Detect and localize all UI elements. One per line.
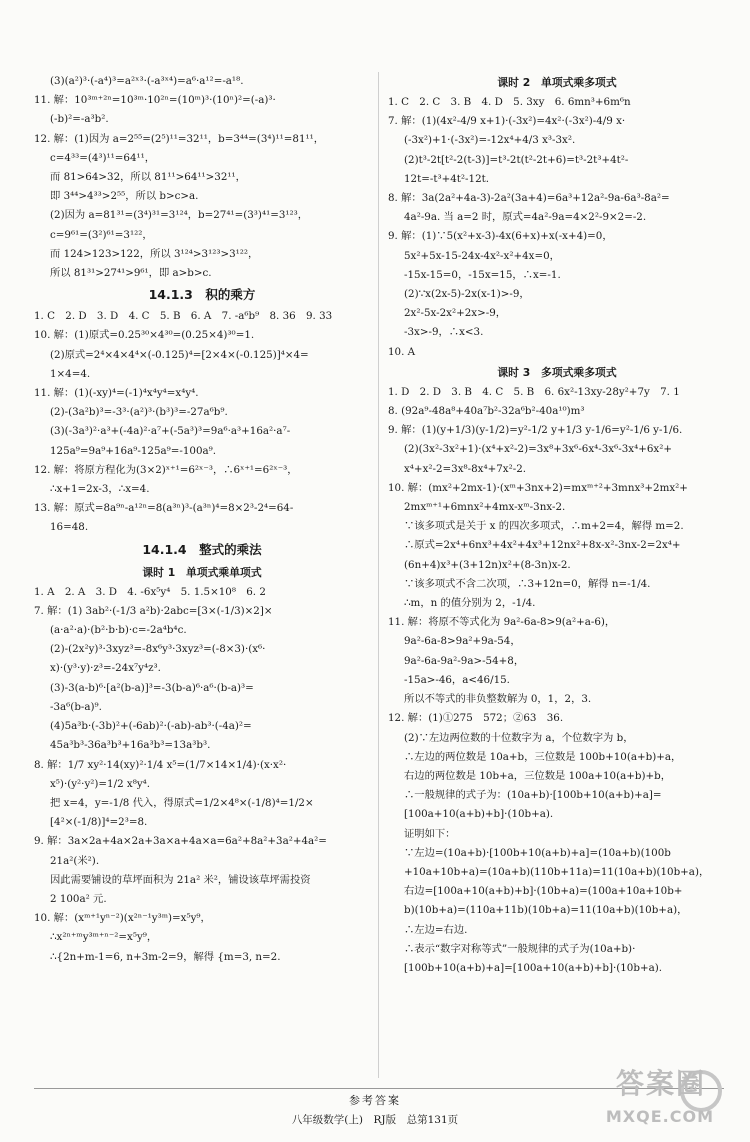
answer-line: 11. 解：10³ᵐ⁺²ⁿ=10³ᵐ·10²ⁿ=(10ᵐ)³·(10ⁿ)²=(-a)³· — [34, 94, 276, 107]
answer-line: b)(10b+a)=(110a+11b)(10b+a)=11(10a+b)(10b+a)， — [404, 904, 688, 917]
answer-line: [100b+10(a+b)+a]=[100a+10(a+b)+b]·(10b+a). — [404, 961, 663, 974]
answer-line: 所以不等式的非负整数解为 0，1，2，3. — [404, 693, 592, 706]
answer-line: 而 124>123>122，所以 3¹²⁴>3¹²³>3¹²²， — [50, 247, 259, 260]
answer-line: 16=48. — [50, 521, 89, 534]
left-column — [34, 72, 370, 967]
answer-line: (2)t³-2t[t²-2(t-3)]=t³-2t(t²-2t+6)=t³-2t³+4t²- — [404, 153, 629, 166]
section-heading: 14.1.4 整式的乘法 — [142, 541, 262, 557]
answer-line: 1×4=4. — [50, 367, 91, 380]
section-heading: 课时 2 单项式乘多项式 — [497, 76, 617, 89]
answer-line: 9a²-6a-8>9a²+9a-54， — [404, 635, 521, 648]
answer-line: 2mxᵐ⁺¹+6mnx²+4mx-xᵐ-3nx-2. — [404, 501, 566, 514]
section-heading: 课时 1 单项式乘单项式 — [142, 565, 262, 579]
answer-line: 2x²-5x-2x²+2x>-9， — [404, 307, 507, 320]
answer-line: ∴左边的两位数是 10a+b，三位数是 100b+10(a+b)+a， — [404, 750, 682, 763]
answer-line: (2)原式=2⁴×4×4⁴×(-0.125)⁴=[2×4×(-0.125)]⁴×4= — [50, 348, 309, 361]
answer-line: (a·a²·a)·(b²·b·b)·c=-2a⁴b⁴c. — [50, 624, 187, 637]
answer-line: 9. 解：3a×2a+4a×2a+3a×a+4a×a=6a²+8a²+3a²+4a²= — [34, 835, 327, 848]
right-column — [388, 72, 726, 978]
answer-line: 10. 解：(1)原式=0.25³⁰×4³⁰=(0.25×4)³⁰=1. — [34, 329, 255, 342]
answer-line: 7. 解：(1)(4x²-4/9 x+1)·(-3x²)=4x²·(-3x²)-4/9 x· — [388, 115, 626, 128]
answer-line: 8. 解：3a(2a²+4a-3)-2a²(3a+4)=6a³+12a²-9a-6a³-8a²= — [388, 192, 670, 205]
answer-line: ∵该多项式是关于 x 的四次多项式，∴m+2=4，解得 m=2. — [404, 520, 684, 533]
answer-line: (2)∵左边两位数的十位数字为 a，个位数字为 b， — [404, 731, 634, 744]
answer-line: c=4³³=(4³)¹¹=64¹¹， — [50, 151, 156, 164]
answer-line: 11. 解：(1)(-xy)⁴=(-1)⁴x⁴y⁴=x⁴y⁴. — [34, 387, 199, 400]
answer-line: 而 81>64>32，所以 81¹¹>64¹¹>32¹¹， — [50, 171, 246, 184]
answer-line: ∴x+1=2x-3，∴x=4. — [50, 483, 150, 496]
answer-line: 4a²-9a. 当 a=2 时，原式=4a²-9a=4×2²-9×2=-2. — [404, 211, 647, 224]
answer-line: 即 3⁴⁴>4³³>2⁵⁵，所以 b>c>a. — [50, 190, 199, 203]
answer-line: 右边=[100a+10(a+b)+b]·(10b+a)=(100a+10a+10b+ — [404, 885, 683, 898]
answer-line: 21a²(米²). — [50, 854, 100, 867]
answer-line: 11. 解：将原不等式化为 9a²-6a-8>9(a²+a-6)， — [388, 616, 616, 629]
answer-line: 9. 解：(1)∵5(x²+x-3)-4x(6+x)+x(-x+4)=0， — [388, 230, 613, 243]
answer-line: 12t=-t³+4t²-12t. — [404, 172, 490, 185]
answer-line: ∴一般规律的式子为：(10a+b)·[100b+10(a+b)+a]= — [404, 789, 662, 802]
answer-line: 12. 解：将原方程化为(3×2)ˣ⁺¹=6²ˣ⁻³，∴6ˣ⁺¹=6²ˣ⁻³， — [34, 463, 298, 476]
watermark-url: MXQE.COM — [605, 1107, 714, 1126]
answer-line: [100a+10(a+b)+b]·(10b+a). — [404, 808, 554, 821]
answer-line: [4²×(-1/8)]⁴=2³=8. — [50, 816, 148, 829]
answer-line: 因此需要铺设的草坪面积为 21a² 米²，铺设该草坪需投资 — [50, 873, 311, 886]
answer-line: (-b)²=-a³b². — [50, 113, 109, 126]
answer-line: 证明如下： — [404, 827, 456, 840]
answer-line: 9. 解：(1)(y+1/3)(y-1/2)=y²-1/2 y+1/3 y-1/6=y²-1/6 y-1/6. — [388, 424, 683, 437]
answer-line: ∵该多项式不含二次项，∴3+12n=0，解得 n=-1/4. — [404, 577, 651, 590]
answer-line: ∴m，n 的值分别为 2，-1/4. — [404, 597, 536, 610]
answer-line: (3)-3(a-b)⁶·[a²(b-a)]³=-3(b-a)⁶·a⁶·(b-a)³= — [50, 681, 254, 694]
answer-line: ∴原式=2x⁴+6nx³+4x²+4x³+12nx²+8x-x²-3nx-2=2x⁴+ — [404, 539, 681, 552]
answer-line: (-3x²)+1·(-3x²)=-12x⁴+4/3 x³-3x². — [404, 134, 576, 147]
answer-line: x)·(y³·y)·z³=-24x⁷y⁴z³. — [50, 662, 161, 675]
answer-line: 2 100a² 元. — [50, 892, 107, 905]
answer-line: 12. 解：(1)①275 572；②63 36. — [388, 712, 564, 725]
footer-page-info: 八年级数学(上) RJ版 总第131页 — [291, 1114, 459, 1126]
answer-line: 12. 解：(1)因为 a=2⁵⁵=(2⁵)¹¹=32¹¹，b=3⁴⁴=(3⁴)¹¹=81¹¹， — [34, 132, 325, 145]
answer-line: -3a⁶(b-a)⁹. — [50, 700, 102, 713]
answer-line: (3)(-3a³)²·a³+(-4a)²·a⁷+(-5a³)³=9a⁶·a³+16a²·a⁷- — [50, 425, 291, 438]
answer-line: (2)-(3a²b)³=-3³·(a²)³·(b³)³=-27a⁶b⁹. — [50, 406, 228, 419]
answer-line: x⁴+x²-2=3x⁸-8x⁴+7x²-2. — [404, 462, 527, 475]
answer-line: 10. 解：(xᵐ⁺¹yⁿ⁻²)(x²ⁿ⁻¹y³ᵐ)=x⁵y⁹， — [34, 912, 211, 925]
answer-line: -3x>-9，∴x<3. — [404, 326, 484, 339]
watermark-text: 答案圈 — [615, 1067, 706, 1100]
answer-line: 把 x=4，y=-1/8 代入，得原式=1/2×4⁸×(-1/8)⁴=1/2× — [50, 796, 314, 809]
answer-line: c=9⁶¹=(3²)⁶¹=3¹²²， — [50, 228, 153, 241]
answer-line: 所以 81³¹>27⁴¹>9⁶¹，即 a>b>c. — [50, 267, 212, 280]
answer-line: (2)因为 a=81³¹=(3⁴)³¹=3¹²⁴，b=27⁴¹=(3³)⁴¹=3¹²³， — [50, 209, 309, 222]
footer-title: 参考答案 — [349, 1094, 401, 1107]
answer-line: x⁵)·(y²·y²)=1/2 x⁸y⁴. — [50, 777, 151, 790]
answer-line: ∴表示“数字对称等式”一般规律的式子为(10a+b)· — [404, 942, 636, 955]
answer-line: +10a+10b+a)=(10a+b)(110b+11a)=11(10a+b)(10b+a)， — [404, 865, 710, 878]
answer-line: (6n+4)x³+(3+12n)x²+(8-3n)x-2. — [404, 558, 571, 571]
answer-line: 1. C 2. C 3. B 4. D 5. 3xy 6. 6mn³+6m⁶n — [388, 96, 631, 108]
answer-line: (4)5a³b·(-3b)²+(-6ab)²·(-ab)-ab³·(-4a)²= — [50, 720, 252, 733]
answer-line: -15a>-46，a<46/15. — [404, 673, 510, 686]
answer-line: 1. C 2. D 3. D 4. C 5. B 6. A 7. -a⁶b⁹ 8. 36 9. 33 — [34, 310, 333, 323]
answer-line: 125a⁹=9a⁹+16a⁹-125a⁹=-100a⁹. — [50, 444, 217, 457]
answer-line: 13. 解：原式=8a⁹ⁿ-a¹²ⁿ=8(a³ⁿ)³-(a³ⁿ)⁴=8×2³-2⁴=64- — [34, 502, 294, 515]
answer-line: ∴左边=右边. — [404, 923, 468, 936]
answer-line: 45a³b³-36a³b³+16a³b³=13a³b³. — [50, 739, 211, 752]
answer-line: (2)-(2x²y)³·3xyz³=-8x⁶y³·3xyz³=(-8×3)·(x⁶· — [50, 643, 266, 656]
answer-line: 9a²-6a-9a²-9a>-54+8， — [404, 654, 525, 667]
answer-line: (2)(3x²-3x²+1)·(x⁴+x²-2)=3x⁸+3x⁶-6x⁴-3x⁶-3x⁴+6x²+ — [404, 443, 672, 456]
answer-line: ∴{2n+m-1=6, n+3m-2=9，解得 {m=3, n=2. — [50, 950, 281, 963]
answer-line: 1. D 2. D 3. B 4. C 5. B 6. 6x²-13xy-28y²+7y 7. 1 — [388, 385, 680, 398]
column-divider — [378, 72, 379, 1078]
answer-line: ∵左边=(10a+b)·[100b+10(a+b)+a]=(10a+b)(100b — [404, 846, 671, 859]
answer-line: 10. 解：(mx²+2mx-1)·(xᵐ+3nx+2)=mxᵐ⁺²+3mnx³+2mx²+ — [388, 481, 688, 494]
answer-line: 右边的两位数是 10b+a，三位数是 100a+10(a+b)+b， — [404, 769, 671, 782]
answer-line: ∴x²ⁿ⁺ᵐy³ᵐ⁺ⁿ⁻²=x⁵y⁹， — [50, 931, 158, 944]
answer-line: 7. 解：(1) 3ab²·(-1/3 a²b)·2abc=[3×(-1/3)×2]× — [34, 604, 273, 617]
answer-line: (2)∵x(2x-5)-2x(x-1)>-9， — [404, 288, 530, 301]
answer-line: 8. (92a⁹-48a⁸+40a⁷b²-32a⁶b²-40a¹⁰)m³ — [388, 405, 585, 418]
section-heading: 14.1.3 积的乘方 — [148, 287, 256, 303]
answer-line: -15x-15=0，-15x=15，∴x=-1. — [404, 268, 561, 281]
answer-line: 1. A 2. A 3. D 4. -6x⁵y⁴ 5. 1.5×10⁸ 6. 2 — [34, 585, 266, 598]
answer-line: (3)(a²)³·(-a⁴)³=a²ˣ³·(-a³ˣ⁴)=a⁶·a¹²=-a¹⁸. — [50, 75, 244, 87]
answer-line: 8. 解：1/7 xy²·14(xy)²·1/4 x⁵=(1/7×14×1/4)·(x·x²· — [34, 758, 287, 771]
answer-line: 10. A — [388, 345, 416, 358]
section-heading: 课时 3 多项式乘多项式 — [497, 365, 617, 379]
answer-line: 5x²+5x-15-24x-4x²-x²+4x=0， — [404, 249, 560, 262]
